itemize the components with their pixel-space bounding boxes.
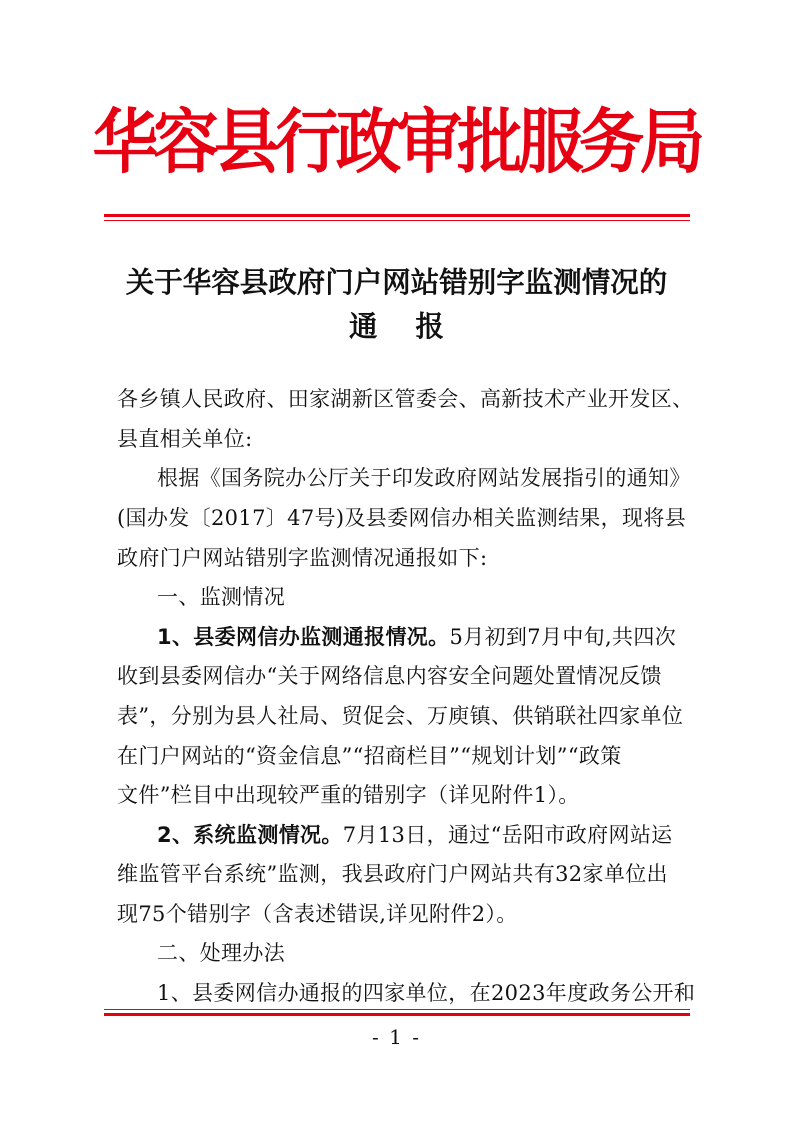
page-number: - 1 - bbox=[372, 1025, 421, 1049]
section1-item1-line3: 表”，分别为县人社局、贸促会、万庾镇、供销联社四家单位 bbox=[117, 704, 684, 728]
letterhead-rule-top bbox=[104, 214, 690, 217]
intro-line1: 根据《国务院办公厅关于印发政府网站发展指引的通知》 bbox=[157, 466, 691, 490]
section1-item2-line3: 现75个错别字（含表述错误,详见附件2）。 bbox=[117, 902, 518, 926]
section1-heading: 一、监测情况 bbox=[157, 585, 286, 609]
salutation-line1: 各乡镇人民政府、田家湖新区管委会、高新技术产业开发区、 bbox=[117, 387, 694, 411]
intro-line3: 政府门户网站错别字监测情况通报如下: bbox=[117, 546, 488, 570]
agency-letterhead: 华容县行政审批服务局 bbox=[92, 101, 701, 183]
section2-heading: 二、处理办法 bbox=[157, 941, 286, 965]
section1-item2-line1 bbox=[157, 816, 727, 856]
section1-item2-line2: 维监管平台系统”监测，我县政府门户网站共有32家单位出 bbox=[117, 862, 668, 886]
section1-item2-label: 2、系统监测情况。 bbox=[157, 823, 343, 847]
section1-item1-line1-text: 5月初到7月中旬,共四次 bbox=[449, 625, 677, 649]
section1-item1-label: 1、县委网信办监测通报情况。 bbox=[157, 625, 450, 649]
section2-item1-line1: 1、县委网信办通报的四家单位，在2023年度政务公开和 bbox=[157, 981, 696, 1005]
section1-item1-line5: 文件”栏目中出现较严重的错别字（详见附件1）。 bbox=[117, 783, 580, 807]
section1-item2-line1-text: 7月13日，通过“岳阳市政府网站运 bbox=[342, 823, 673, 847]
footer-rule-top bbox=[104, 1009, 690, 1010]
document-title-line1: 关于华容县政府门户网站错别字监测情况的 bbox=[125, 265, 668, 299]
section1-item1-line4: 在门户网站的“资金信息”“招商栏目”“规划计划”“政策 bbox=[117, 744, 622, 768]
footer-rule-bottom bbox=[104, 1013, 690, 1016]
salutation-line2: 县直相关单位: bbox=[117, 427, 253, 451]
letterhead-rule-bottom bbox=[104, 220, 690, 221]
document-title-line2: 通报 bbox=[348, 309, 482, 343]
section1-item1-line2: 收到县委网信办“关于网络信息内容安全问题处置情况反馈 bbox=[117, 664, 662, 688]
intro-line2: (国办发〔2017〕47号)及县委网信办相关监测结果，现将县 bbox=[117, 506, 687, 530]
section1-item1-line1 bbox=[157, 618, 727, 658]
